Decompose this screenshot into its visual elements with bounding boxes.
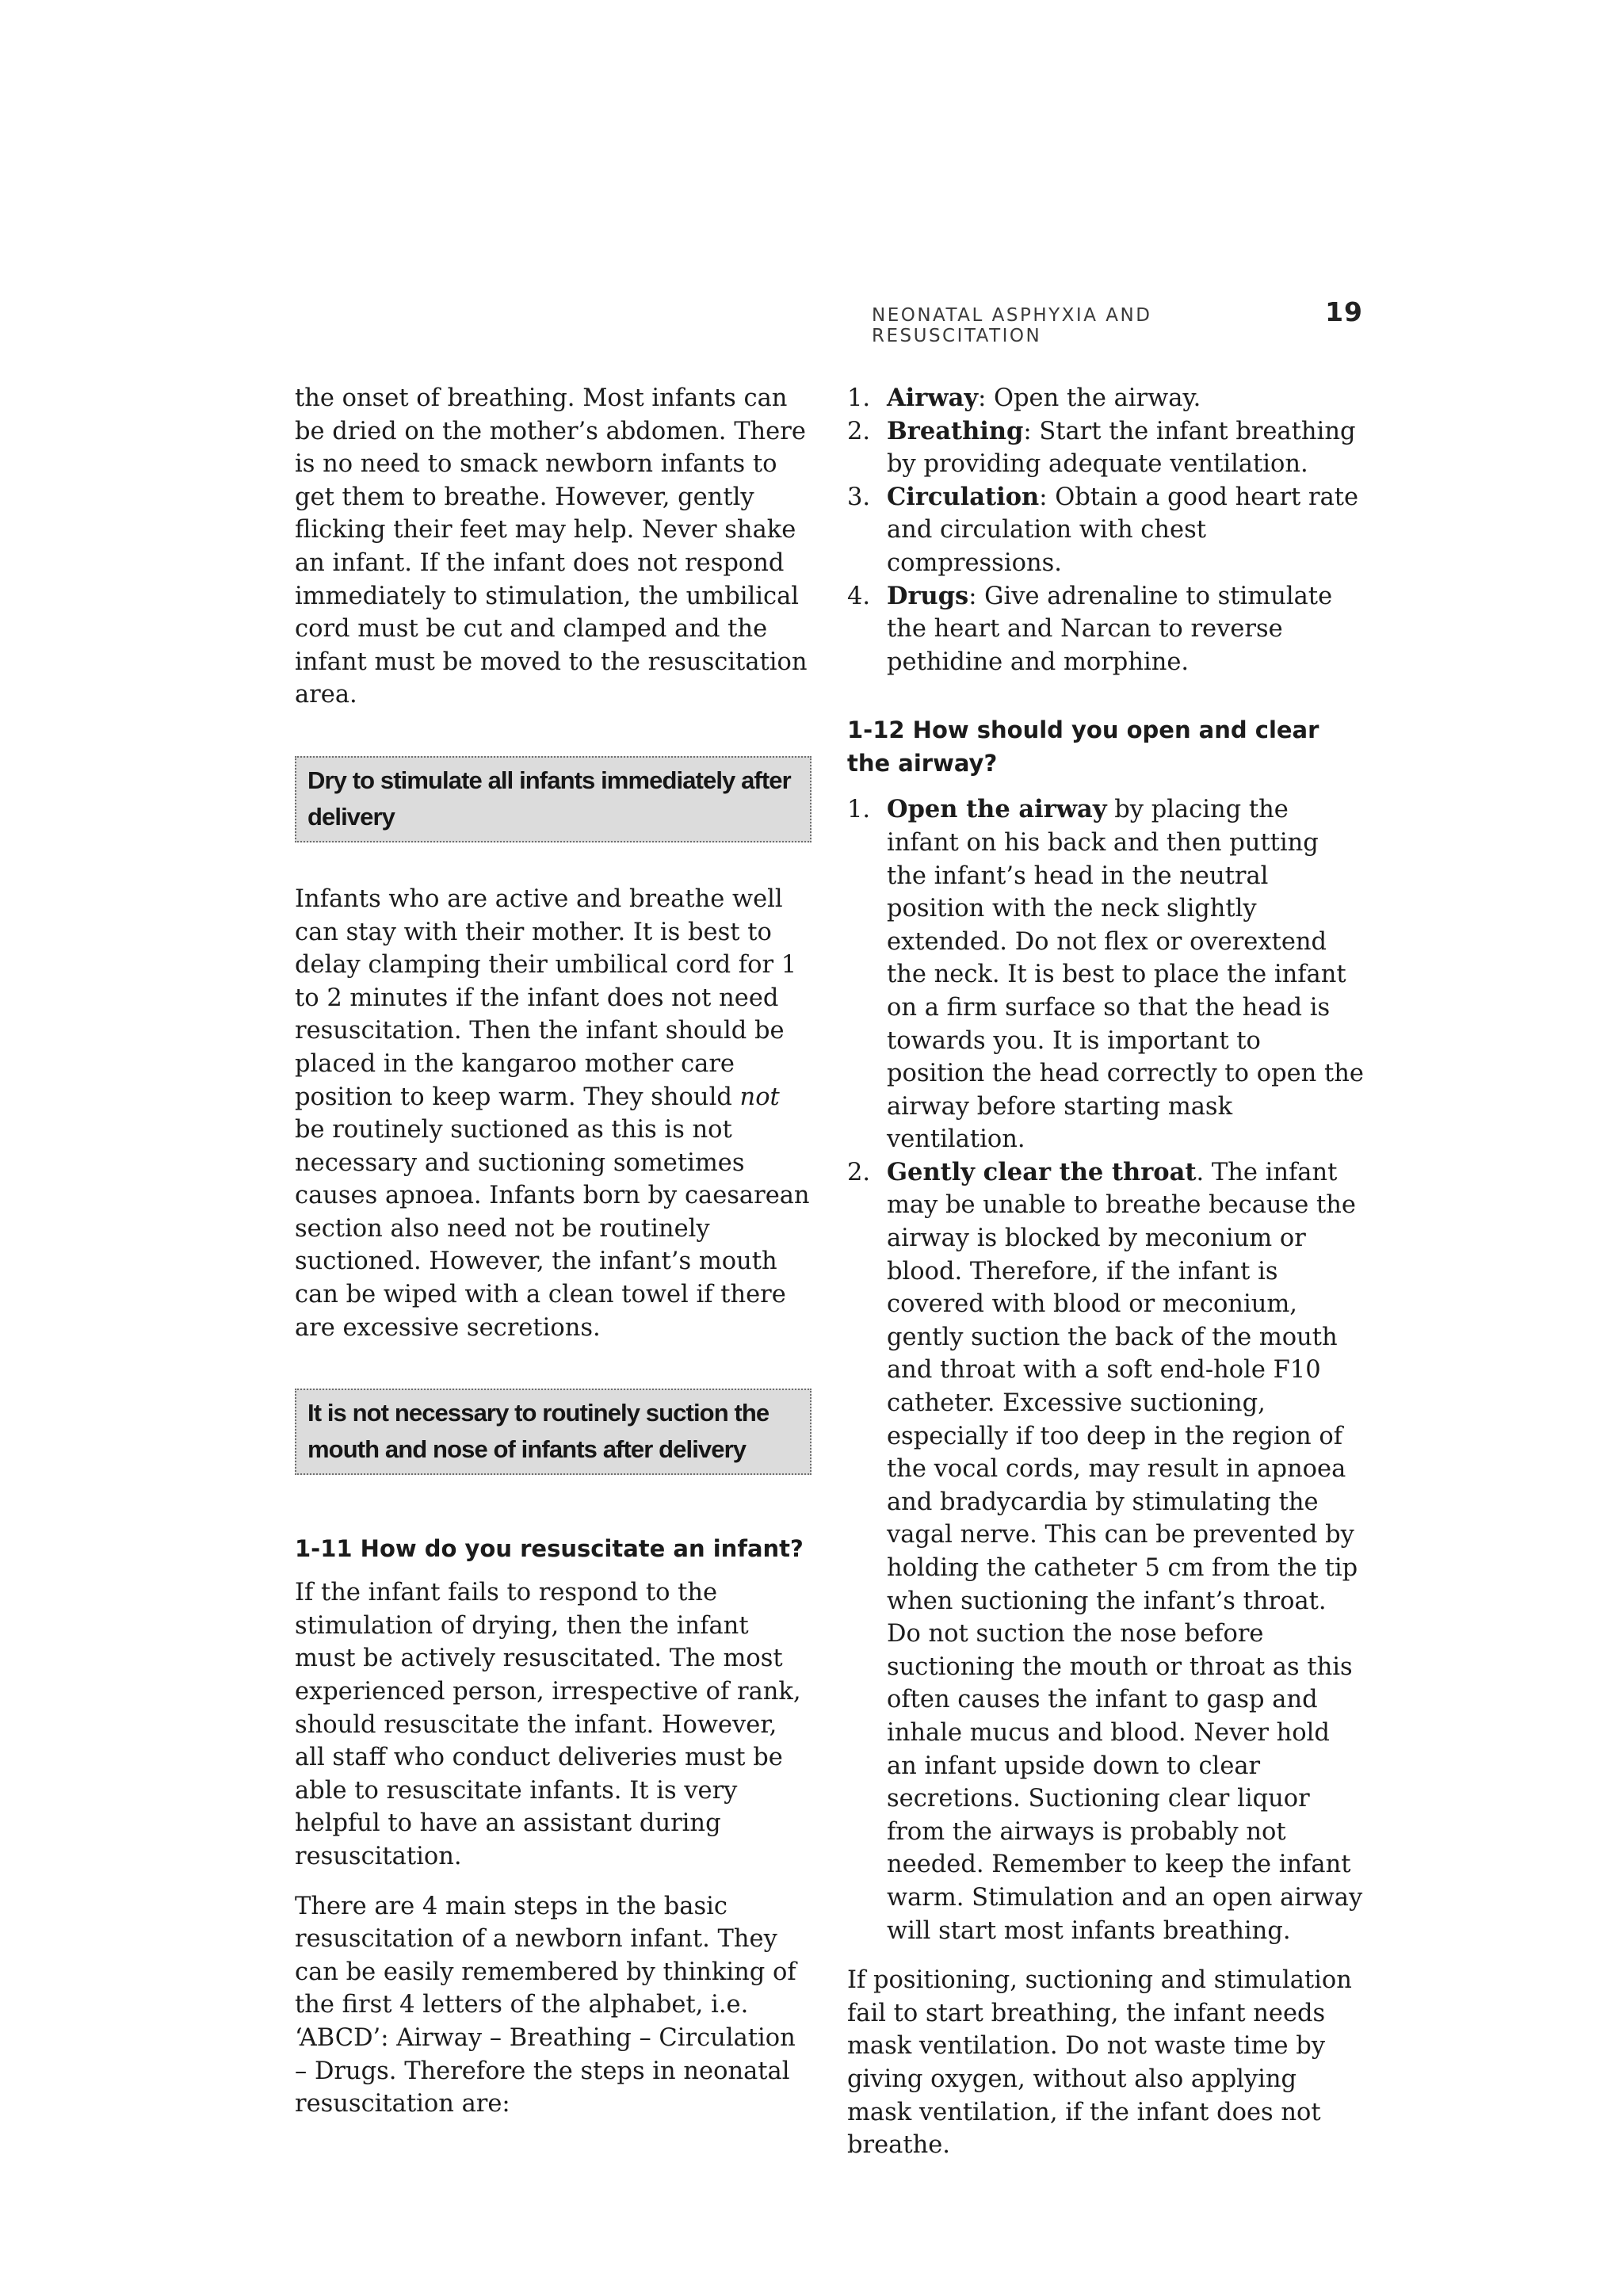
- running-header: [872, 296, 1363, 346]
- list-item-breathing: [847, 415, 1364, 481]
- list-item-circulation: [847, 481, 1364, 580]
- emphasis-not: not: [739, 1083, 780, 1111]
- term-open-airway: Open the airway: [887, 795, 1107, 824]
- paragraph-active-resuscitation: If the infant fails to respond to the stimulation of drying, then the infant must be actively resuscitated. The most experienced person, irrespective of rank, should resuscitate the infant. However, all staff who conduct deliveries must be able to resuscitate infants. It is very helpful to have an assistant during resuscitation.: [295, 1579, 801, 1870]
- list-item-text: by placing the infant on his back and then putting the infant’s head in the neutral position with the neck slightly extended. Do not flex or overextend the neck. It is best to place the infant on a firm surface so that the head is towards you. It is important to position the head correctly to open the airway before starting mask ventilation.: [887, 796, 1364, 1154]
- list-number: 1.: [847, 384, 871, 412]
- list-number: 1.: [847, 796, 871, 824]
- term-breathing: Breathing: [887, 416, 1024, 445]
- list-number: 2.: [847, 417, 871, 445]
- airway-steps-list: [847, 793, 1364, 1947]
- list-item-text: : Obtain a good heart rate and circulation with chest compressions.: [887, 483, 1359, 577]
- list-item-clear-throat: [847, 1156, 1364, 1947]
- list-item-airway: [847, 382, 1364, 415]
- paragraph-active-infants-text-b: be routinely suctioned as this is not necessary and suctioning sometimes causes apnoea. Infants born by caesarean section also need not be routinely suctioned. However, the infant’s mouth can be wiped with a clean towel if there are excessive secretions.: [295, 1116, 810, 1342]
- list-item-drugs: [847, 580, 1364, 679]
- list-number: 3.: [847, 483, 871, 511]
- section-heading-1-11: 1-11 How do you resuscitate an infant?: [295, 1535, 804, 1563]
- paragraph-abcd-steps-intro: There are 4 main steps in the basic resuscitation of a newborn infant. They can be easily remembered by thinking of the first 4 letters of the alphabet, i.e. ‘ABCD’: Airway – Breathing – Circulation – Drugs. Therefore the steps in neonatal resuscitation are:: [295, 1892, 796, 2118]
- section-heading-1-12: 1-12 How should you open and clear the airway?: [847, 716, 1319, 777]
- list-item-text: : Start the infant breathing by providing adequate ventilation.: [887, 417, 1356, 479]
- list-item-open-airway: [847, 793, 1364, 1156]
- list-number: 4.: [847, 582, 871, 610]
- term-circulation: Circulation: [887, 482, 1040, 511]
- paragraph-active-infants-text-a: Infants who are active and breathe well can stay with their mother. It is best to delay clamping their umbilical cord for 1 to 2 minutes if the infant does not need resuscitation. Then the infant should be placed in the kangaroo mother care position to keep warm. They should: [295, 884, 797, 1111]
- right-column: [847, 382, 1364, 2162]
- key-point-box-no-routine-suction: It is not necessary to routinely suction the mouth and nose of infants after delivery: [295, 1389, 812, 1475]
- key-point-box-dry-to-stimulate: Dry to stimulate all infants immediately after delivery: [295, 756, 812, 842]
- list-item-text: . The infant may be unable to breathe because the airway is blocked by meconium or blood. Therefore, if the infant is covered with blood or meconium, gently suction the back of the mouth and throat with a soft end-hole F10 catheter. Excessive suctioning, especially if too deep in the region of the vocal cords, may result in apnoea and bradycardia by stimulating the vagal nerve. This can be prevented by holding the catheter 5 cm from the tip when suctioning the infant’s throat. Do not suction the nose before suctioning the mouth or throat as this often causes the infant to gasp and inhale mucus and blood. Never hold an infant upside down to clear secretions. Suctioning clear liquor from the airways is probably not needed. Remember to keep the infant warm. Stimulation and an open airway will start most infants breathing.: [887, 1158, 1363, 1945]
- abcd-steps-list: [847, 382, 1364, 678]
- page-number: 19: [1325, 296, 1363, 327]
- paragraph-onset-of-breathing: the onset of breathing. Most infants can be dried on the mother’s abdomen. There is no need to smack newborn infants to get them to breathe. However, gently flicking their feet may help. Never shake an infant. If the infant does not respond immediately to stimulation, the umbilical cord must be cut and clamped and the infant must be moved to the resuscitation area.: [295, 384, 808, 709]
- paragraph-active-infants: [295, 883, 812, 1344]
- list-number: 2.: [847, 1158, 871, 1186]
- term-airway: Airway: [887, 384, 979, 412]
- running-title: NEONATAL ASPHYXIA AND RESUSCITATION: [872, 305, 1152, 346]
- paragraph-mask-ventilation: If positioning, suctioning and stimulation fail to start breathing, the infant needs mask ventilation. Do not waste time by giving oxygen, without also applying mask ventilation, if the infant does not breathe.: [847, 1966, 1352, 2160]
- term-clear-throat: Gently clear the throat: [887, 1157, 1197, 1186]
- list-item-text: : Open the airway.: [978, 384, 1201, 412]
- left-column: [295, 382, 812, 2121]
- term-drugs: Drugs: [887, 581, 969, 610]
- list-item-text: : Give adrenaline to stimulate the heart and Narcan to reverse pethidine and morphine.: [887, 582, 1333, 676]
